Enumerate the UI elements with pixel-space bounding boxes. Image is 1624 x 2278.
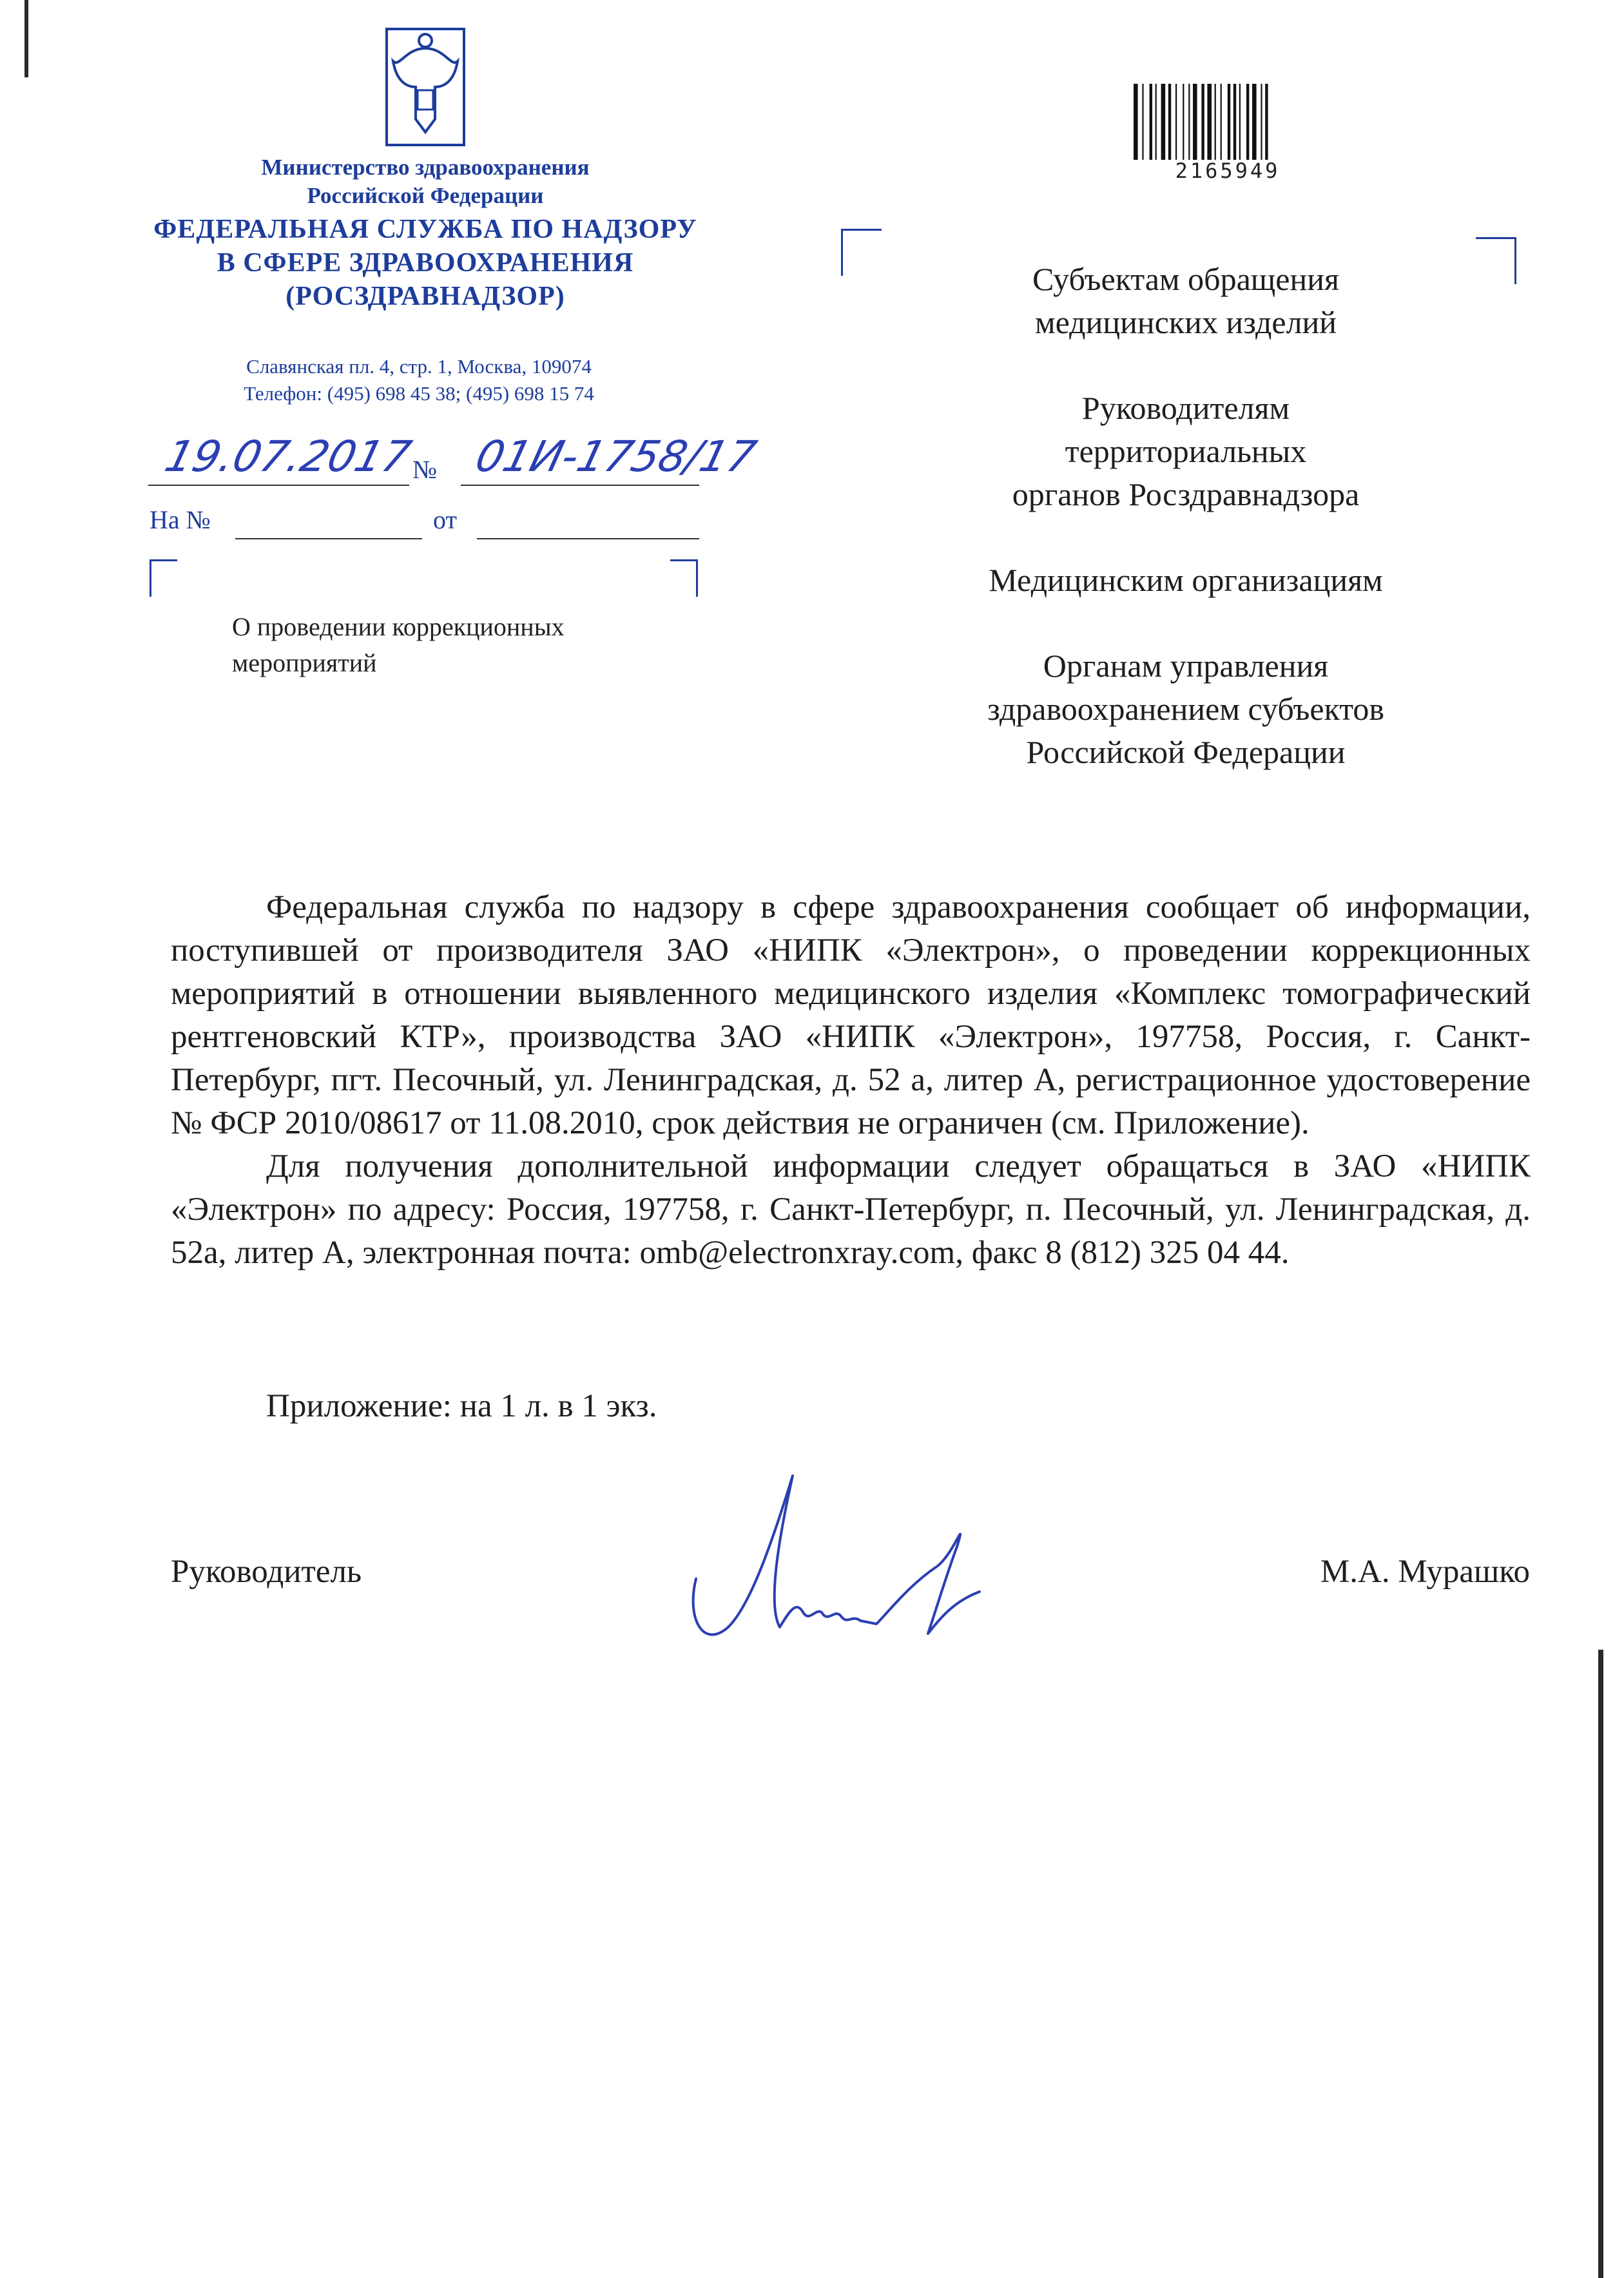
- signatory-name: М.А. Мурашко: [1320, 1554, 1530, 1590]
- subject-corner-left: [150, 559, 177, 597]
- body-paragraph-2: Для получения дополнительной информации следует обращаться в ЗАО «НИПК «Электрон» по адресу: Россия, 197758, г. Санкт-Петербург, п. Песочный, ул. Ленинградская, д. 52а, литер А, электронная почта: omb@electronxray.com, факс 8 (812) 325 04 44.: [171, 1148, 1531, 1271]
- barcode-bar: [1207, 84, 1212, 160]
- addressee-2: Руководителям территориальных органов Росздравнадзора: [1012, 390, 1360, 512]
- barcode-bar: [1155, 84, 1157, 160]
- barcode-bar: [1193, 84, 1197, 160]
- barcode-bar: [1175, 84, 1177, 160]
- number-sign: №: [412, 455, 438, 484]
- handwritten-signature: [683, 1463, 1018, 1656]
- barcode-bar: [1265, 84, 1268, 160]
- letter-subject: О проведении коррекционных мероприятий: [232, 612, 565, 677]
- addressee-4: Органам управления здравоохранением субъектов Российской Федерации: [987, 648, 1385, 770]
- subject-corner-right: [670, 559, 698, 597]
- barcode-bar: [1134, 84, 1138, 160]
- barcode-bar: [1246, 84, 1249, 160]
- barcode-bar: [1239, 84, 1241, 160]
- reply-to-number-label: На №: [150, 505, 211, 534]
- addressee-corner-left: [841, 229, 882, 276]
- handwritten-date: 19.07.2017: [160, 432, 416, 481]
- body-paragraph-1: Федеральная служба по надзору в сфере здравоохранения сообщает об информации, поступившей от производителя ЗАО «НИПК «Электрон», о проведении коррекционных мероприятий в отношении выявленного медицинского изделия «Комплекс томографический рентгеновский КТР», производства ЗАО «НИПК «Электрон», 197758, Россия, г. Санкт-Петербург, пгт. Песочный, ул. Ленинградская, д. 52 а, литер А, регистрационное удостоверение № ФСР 2010/08617 от 11.08.2010, срок действия не ограничен (см. Приложение).: [171, 889, 1531, 1141]
- reply-from-label: от: [433, 505, 457, 534]
- coat-of-arms-icon: [361, 23, 490, 151]
- signatory-title: Руководитель: [171, 1554, 362, 1590]
- addressee-1: Субъектам обращения медицинских изделий: [1032, 261, 1339, 340]
- barcode-bar: [1215, 84, 1216, 160]
- barcode-bar: [1142, 84, 1143, 160]
- addressee-block: [889, 258, 1482, 816]
- barcode-number: 2165949: [1175, 159, 1281, 183]
- letter-body: [171, 886, 1531, 1275]
- barcode-bar: [1252, 84, 1257, 160]
- ministry-name: Министерство здравоохранения Российской Федерации: [261, 155, 590, 208]
- barcode-bar: [1183, 84, 1184, 160]
- reply-number-line: [235, 538, 422, 539]
- service-address: Славянская пл. 4, стр. 1, Москва, 109074 Телефон: (495) 698 45 38; (495) 698 15 74: [244, 355, 594, 405]
- number-underline: [461, 485, 699, 486]
- service-name: ФЕДЕРАЛЬНАЯ СЛУЖБА ПО НАДЗОРУ В СФЕРЕ ЗДРАВООХРАНЕНИЯ (РОСЗДРАВНАДЗОР): [153, 215, 697, 311]
- reply-date-line: [477, 538, 699, 539]
- barcode-bar: [1233, 84, 1236, 160]
- barcode-bar: [1150, 84, 1152, 160]
- addressee-3: Медицинским организациям: [989, 562, 1383, 598]
- barcode-bar: [1201, 84, 1204, 160]
- barcode: [1131, 84, 1324, 160]
- scan-edge-right: [1598, 1650, 1603, 2278]
- barcode-bar: [1168, 84, 1171, 160]
- barcode-bar: [1261, 84, 1262, 160]
- date-underline: [148, 485, 409, 486]
- barcode-bar: [1161, 84, 1166, 160]
- barcode-bar: [1188, 84, 1190, 160]
- handwritten-number: 01И-1758/17: [470, 432, 761, 481]
- scan-edge-left: [24, 0, 28, 77]
- attachment-note: Приложение: на 1 л. в 1 экз.: [266, 1388, 657, 1424]
- barcode-bar: [1228, 84, 1230, 160]
- barcode-bar: [1221, 84, 1222, 160]
